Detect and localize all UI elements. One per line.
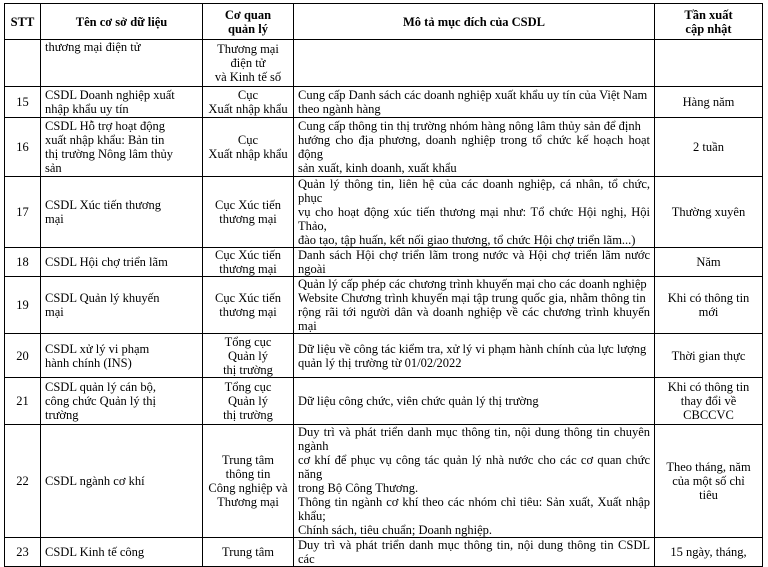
- cell-agency: Cục Xúc tiến thương mại: [203, 248, 294, 277]
- cell-agency: Cục Xúc tiến thương mại: [203, 177, 294, 248]
- cell-name: thương mại điện tử: [41, 40, 203, 87]
- cell-frequency: Thường xuyên: [655, 177, 763, 248]
- cell-stt: 19: [5, 277, 41, 334]
- cell-stt: 21: [5, 378, 41, 425]
- cell-frequency: 2 tuần: [655, 118, 763, 177]
- cell-name: CSDL Hỗ trợ hoạt động xuất nhập khẩu: Bản tin thị trường Nông lâm thủy sản: [41, 118, 203, 177]
- cell-frequency: Năm: [655, 248, 763, 277]
- table-row: [5, 40, 763, 87]
- cell-agency: Cục Xúc tiến thương mại: [203, 277, 294, 334]
- cell-name: CSDL Doanh nghiệp xuất nhập khẩu uy tín: [41, 87, 203, 118]
- cell-frequency: Khi có thông tin mới: [655, 277, 763, 334]
- cell-agency: Trung tâm thông tin Công nghiệp và Thương mại: [203, 425, 294, 538]
- cell-stt: 18: [5, 248, 41, 277]
- table-row: [5, 334, 763, 378]
- cell-frequency: 15 ngày, tháng,: [655, 538, 763, 567]
- cell-name: CSDL Kinh tế công: [41, 538, 203, 567]
- cell-description: Duy trì và phát triển danh mục thông tin, nội dung thông tin CSDL các: [294, 538, 655, 567]
- cell-name: CSDL Xúc tiến thương mại: [41, 177, 203, 248]
- cell-name: CSDL quản lý cán bộ, công chức Quản lý thị trường: [41, 378, 203, 425]
- cell-agency: Thương mại điện tử và Kinh tế số: [203, 40, 294, 87]
- table-row: [5, 118, 763, 177]
- cell-frequency: Theo tháng, năm của một số chỉ tiêu: [655, 425, 763, 538]
- table-row: [5, 378, 763, 425]
- cell-description: Duy trì và phát triển danh mục thông tin, nội dung thông tin chuyên ngành cơ khí để phục vụ công tác quản lý nhà nước cho các cơ quan chức năng trong Bộ Công Thương. Thông tin ngành cơ khí theo các nhóm chỉ tiêu: Sản xuất, Xuất nhập khẩu; Chính sách, tiêu chuẩn; Doanh nghiệp.: [294, 425, 655, 538]
- cell-stt: 16: [5, 118, 41, 177]
- cell-frequency: Hàng năm: [655, 87, 763, 118]
- cell-agency: Cục Xuất nhập khẩu: [203, 118, 294, 177]
- cell-frequency: [655, 40, 763, 87]
- header-agency: Cơ quan quản lý: [203, 4, 294, 40]
- cell-frequency: Khi có thông tin thay đổi về CBCCVC: [655, 378, 763, 425]
- header-stt: STT: [5, 4, 41, 40]
- cell-stt: [5, 40, 41, 87]
- cell-description: Danh sách Hội chợ triển lãm trong nước và Hội chợ triển lãm nước ngoài: [294, 248, 655, 277]
- table-row: [5, 87, 763, 118]
- cell-description: Cung cấp thông tin thị trường nhóm hàng nông lâm thủy sản để định hướng cho địa phương, doanh nghiệp trong tổ chức kế hoạch hoạt động sản xuất, kinh doanh, xuất khẩu: [294, 118, 655, 177]
- cell-stt: 23: [5, 538, 41, 567]
- cell-description: Quản lý thông tin, liên hệ của các doanh nghiệp, cá nhân, tổ chức, phục vụ cho hoạt động xúc tiến thương mại như: Tổ chức Hội nghị, Hội Thảo, đào tạo, tập huấn, kết nối giao thương, tổ chức Hội chợ triển lãm...): [294, 177, 655, 248]
- database-table: [4, 3, 763, 567]
- cell-frequency: Thời gian thực: [655, 334, 763, 378]
- table-row: [5, 177, 763, 248]
- cell-description: Cung cấp Danh sách các doanh nghiệp xuất khẩu uy tín của Việt Nam theo ngành hàng: [294, 87, 655, 118]
- table-row: [5, 248, 763, 277]
- header-frequency: Tần xuất cập nhật: [655, 4, 763, 40]
- cell-description: Quản lý cấp phép các chương trình khuyến mại cho các doanh nghiệp Website Chương trình khuyến mại tập trung quốc gia, nhằm thông tin rộng rãi tới người dân và doanh nghiệp về các chương trình khuyến mại: [294, 277, 655, 334]
- cell-agency: Tổng cục Quản lý thị trường: [203, 334, 294, 378]
- cell-description: Dữ liệu công chức, viên chức quản lý thị trường: [294, 378, 655, 425]
- table-row: [5, 538, 763, 567]
- cell-agency: Trung tâm: [203, 538, 294, 567]
- cell-name: CSDL ngành cơ khí: [41, 425, 203, 538]
- cell-agency: Tổng cục Quản lý thị trường: [203, 378, 294, 425]
- cell-agency: Cục Xuất nhập khẩu: [203, 87, 294, 118]
- header-name: Tên cơ sở dữ liệu: [41, 4, 203, 40]
- cell-stt: 20: [5, 334, 41, 378]
- table-row: [5, 277, 763, 334]
- cell-name: CSDL Quản lý khuyến mại: [41, 277, 203, 334]
- cell-stt: 22: [5, 425, 41, 538]
- header-description: Mô tả mục đích của CSDL: [294, 4, 655, 40]
- cell-name: CSDL Hội chợ triển lãm: [41, 248, 203, 277]
- cell-stt: 17: [5, 177, 41, 248]
- cell-description: Dữ liệu về công tác kiểm tra, xử lý vi phạm hành chính của lực lượng quản lý thị trường từ 01/02/2022: [294, 334, 655, 378]
- table-row: [5, 425, 763, 538]
- cell-description: [294, 40, 655, 87]
- header-row: [5, 4, 763, 40]
- cell-name: CSDL xử lý vi phạm hành chính (INS): [41, 334, 203, 378]
- cell-stt: 15: [5, 87, 41, 118]
